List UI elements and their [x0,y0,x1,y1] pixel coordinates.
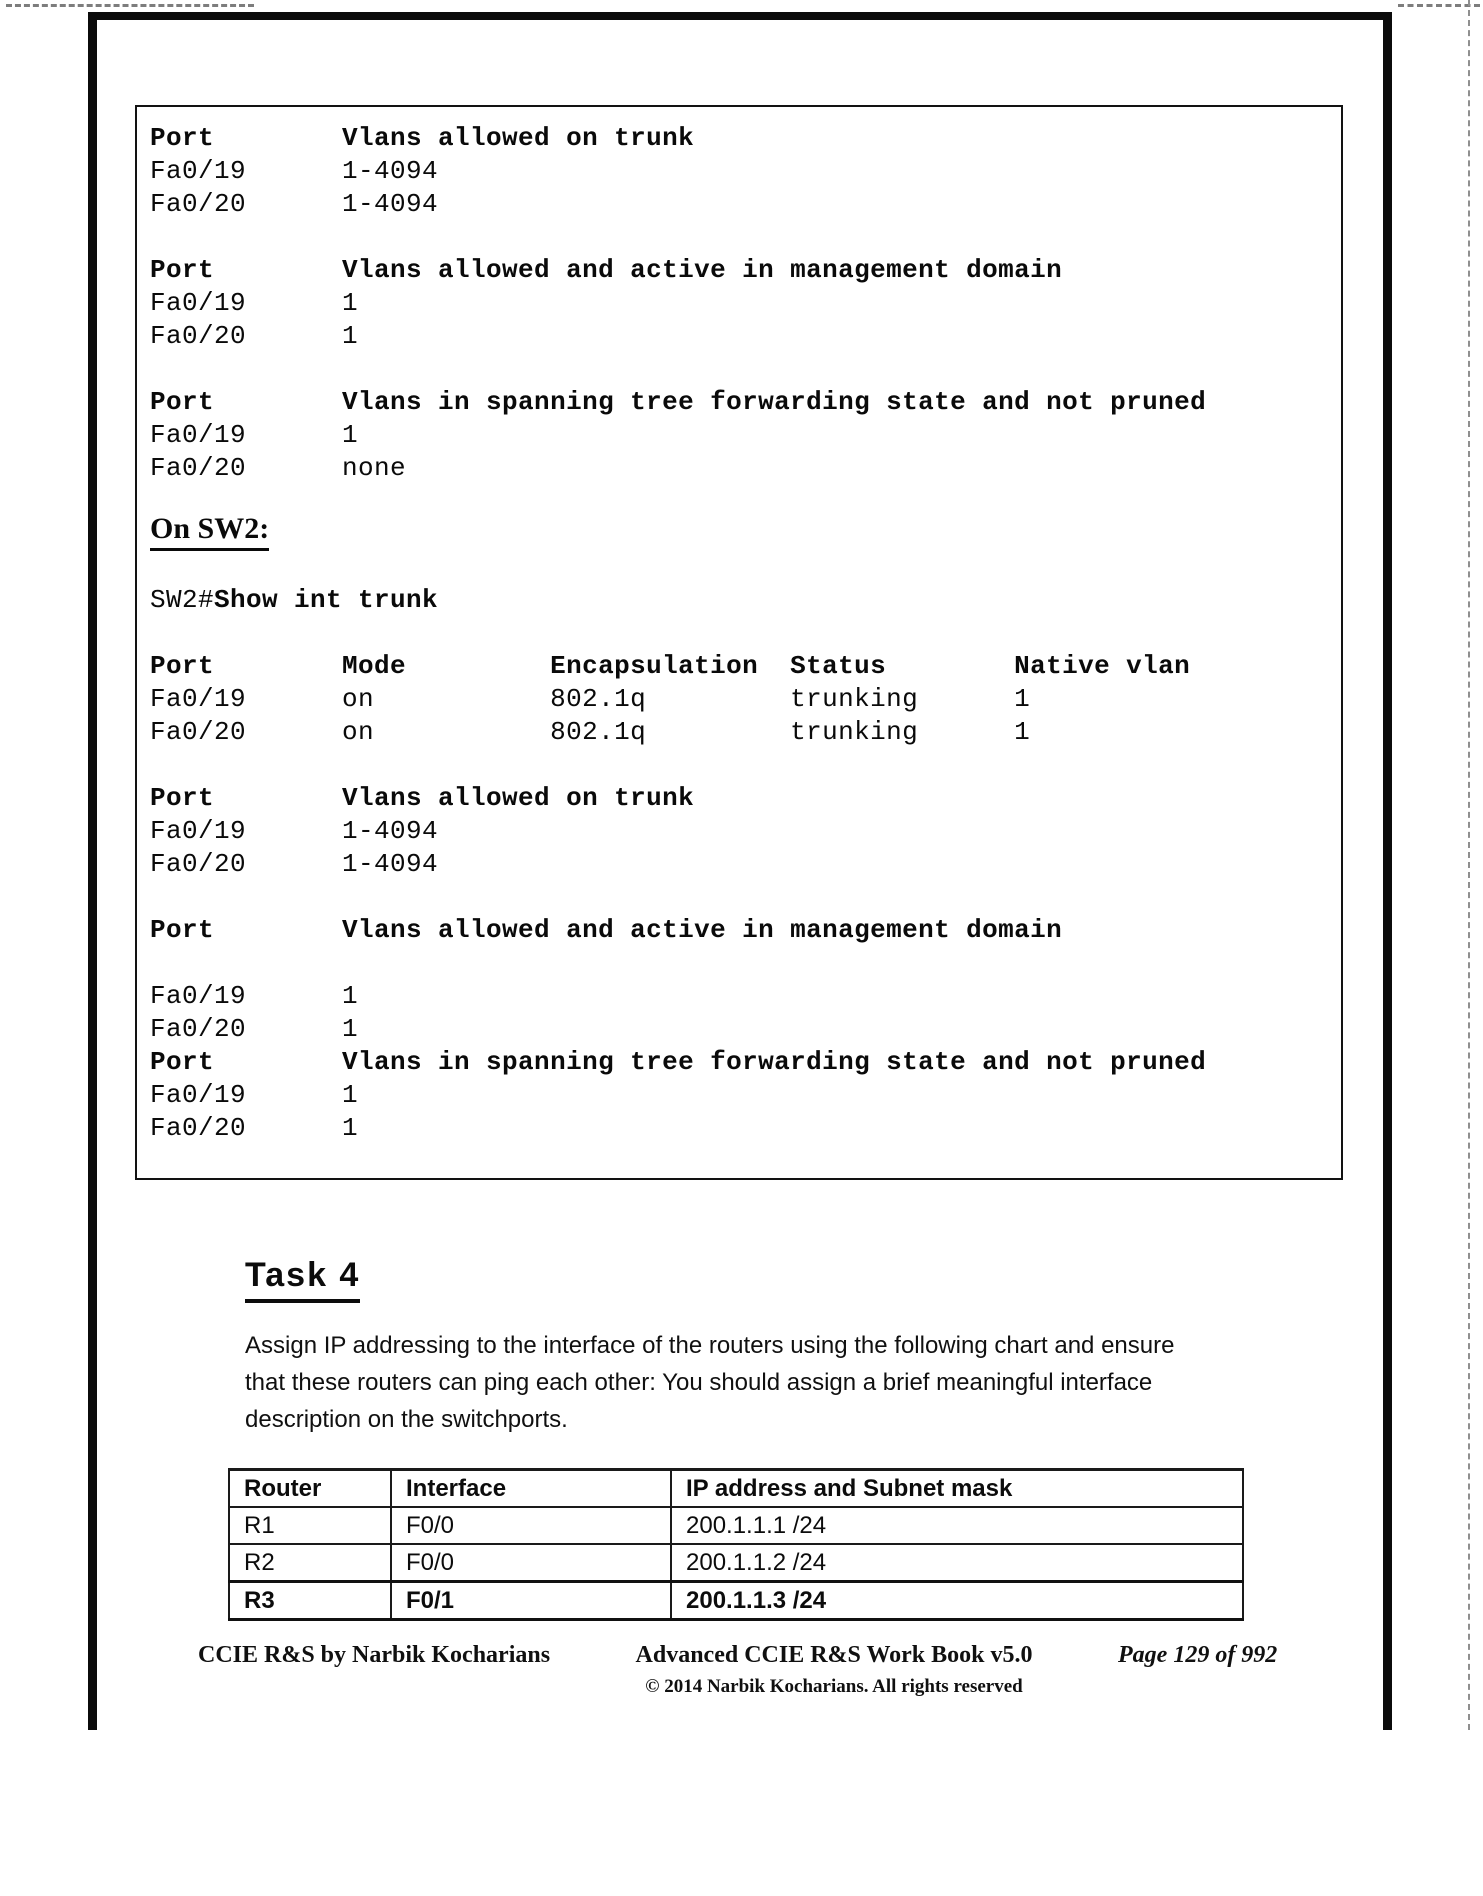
terminal-text-bold: Port Vlans allowed on trunk [150,783,695,813]
terminal-text-bold: Port Vlans allowed and active in management domain [150,915,1063,945]
paragraph-line: Assign IP addressing to the interface of the routers using the following chart and ensure [245,1332,1175,1359]
terminal-text: Fa0/19 1 [150,981,359,1011]
ip-table-row [229,1544,1243,1582]
terminal-text-bold: Show int trunk [214,585,439,615]
task-title [245,1256,360,1303]
terminal-line [150,683,1206,716]
terminal-text: Fa0/19 1 [150,288,359,318]
footer-center-block [578,1642,1090,1698]
terminal-line [150,980,1206,1013]
terminal-line [150,221,1206,254]
paragraph-line: that these routers can ping each other: You should assign a brief meaningful interface [245,1369,1153,1396]
terminal-line [150,155,1206,188]
ip-table-cell: F0/0 [391,1507,671,1544]
ip-table-cell: R1 [229,1507,391,1544]
terminal-text: Fa0/20 1-4094 [150,189,439,219]
terminal-text: Fa0/20 1 [150,1014,359,1044]
terminal-line [150,650,1206,683]
task-description [245,1327,1270,1438]
terminal-line [150,122,1206,155]
terminal-line [150,254,1206,287]
terminal-line [150,815,1206,848]
terminal-line [150,188,1206,221]
terminal-line [150,386,1206,419]
terminal-line [150,584,438,617]
terminal-line [150,947,1206,980]
ip-table-cell: F0/0 [391,1544,671,1582]
terminal-text-bold: Port Vlans allowed and active in management domain [150,255,1063,285]
page-border-right [1383,12,1392,1730]
terminal-line [150,1013,1206,1046]
ip-table-header-cell: Router [229,1470,391,1508]
ip-table-row [229,1582,1243,1620]
terminal-line [150,320,1206,353]
footer-page-number: Page 129 of 992 [1118,1642,1278,1668]
terminal-line [150,452,1206,485]
ip-table-cell: 200.1.1.2 /24 [671,1544,1243,1582]
terminal-line [150,1079,1206,1112]
sw2-section-heading-text: On SW2: [150,512,269,551]
ip-table-cell: 200.1.1.3 /24 [671,1582,1243,1620]
terminal-text-bold: Port Vlans allowed on trunk [150,123,695,153]
paragraph-line: description on the switchports. [245,1406,568,1433]
terminal-text: Fa0/19 1-4094 [150,156,439,186]
terminal-text: Fa0/19 1 [150,1080,359,1110]
terminal-line [150,749,1206,782]
terminal-line [150,1046,1206,1079]
terminal-text: Fa0/20 1-4094 [150,849,439,879]
terminal-text: Fa0/20 none [150,453,407,483]
terminal-output-sw1 [150,122,1206,485]
terminal-line [150,287,1206,320]
ip-table-cell: R3 [229,1582,391,1620]
terminal-line [150,881,1206,914]
footer-author: CCIE R&S by Narbik Kocharians [198,1642,551,1668]
footer-copyright: © 2014 Narbik Kocharians. All rights reserved [645,1676,1023,1697]
terminal-line [150,914,1206,947]
ip-table-header-row [229,1470,1243,1508]
page-border-top [88,12,1392,20]
sw2-command-line [150,584,438,617]
task-title-text: Task 4 [245,1256,360,1303]
ip-table-header-cell: IP address and Subnet mask [671,1470,1243,1508]
scan-artifact-dashed-line-right-edge [1468,0,1470,1730]
ip-table-cell: R2 [229,1544,391,1582]
ip-table-header-cell: Interface [391,1470,671,1508]
terminal-line [150,848,1206,881]
page-border-left [88,12,97,1730]
ip-address-table [228,1468,1244,1621]
terminal-output-sw2 [150,650,1206,1145]
terminal-text: Fa0/19 1 [150,420,359,450]
ip-table-cell: F0/1 [391,1582,671,1620]
terminal-text: Fa0/19 1-4094 [150,816,439,846]
terminal-text: Fa0/20 1 [150,1113,359,1143]
terminal-text: SW2# [150,585,215,615]
ip-table-cell: 200.1.1.1 /24 [671,1507,1243,1544]
ip-table-row [229,1507,1243,1544]
terminal-text: Fa0/20 on 802.1q trunking 1 [150,717,1031,747]
scan-artifact-dashed-line-top-left [6,4,254,7]
terminal-line [150,1112,1206,1145]
sw2-section-heading [150,512,269,551]
terminal-text-bold: Port Vlans in spanning tree forwarding state and not pruned [150,1047,1207,1077]
terminal-text-bold: Port Vlans in spanning tree forwarding state and not pruned [150,387,1207,417]
terminal-text: Fa0/20 1 [150,321,359,351]
footer-book-title: Advanced CCIE R&S Work Book v5.0 [635,1642,1033,1668]
terminal-line [150,716,1206,749]
terminal-line [150,419,1206,452]
terminal-line [150,782,1206,815]
terminal-text-bold: Port Mode Encapsulation Status Native vlan [150,651,1191,681]
terminal-line [150,353,1206,386]
terminal-text: Fa0/19 on 802.1q trunking 1 [150,684,1031,714]
